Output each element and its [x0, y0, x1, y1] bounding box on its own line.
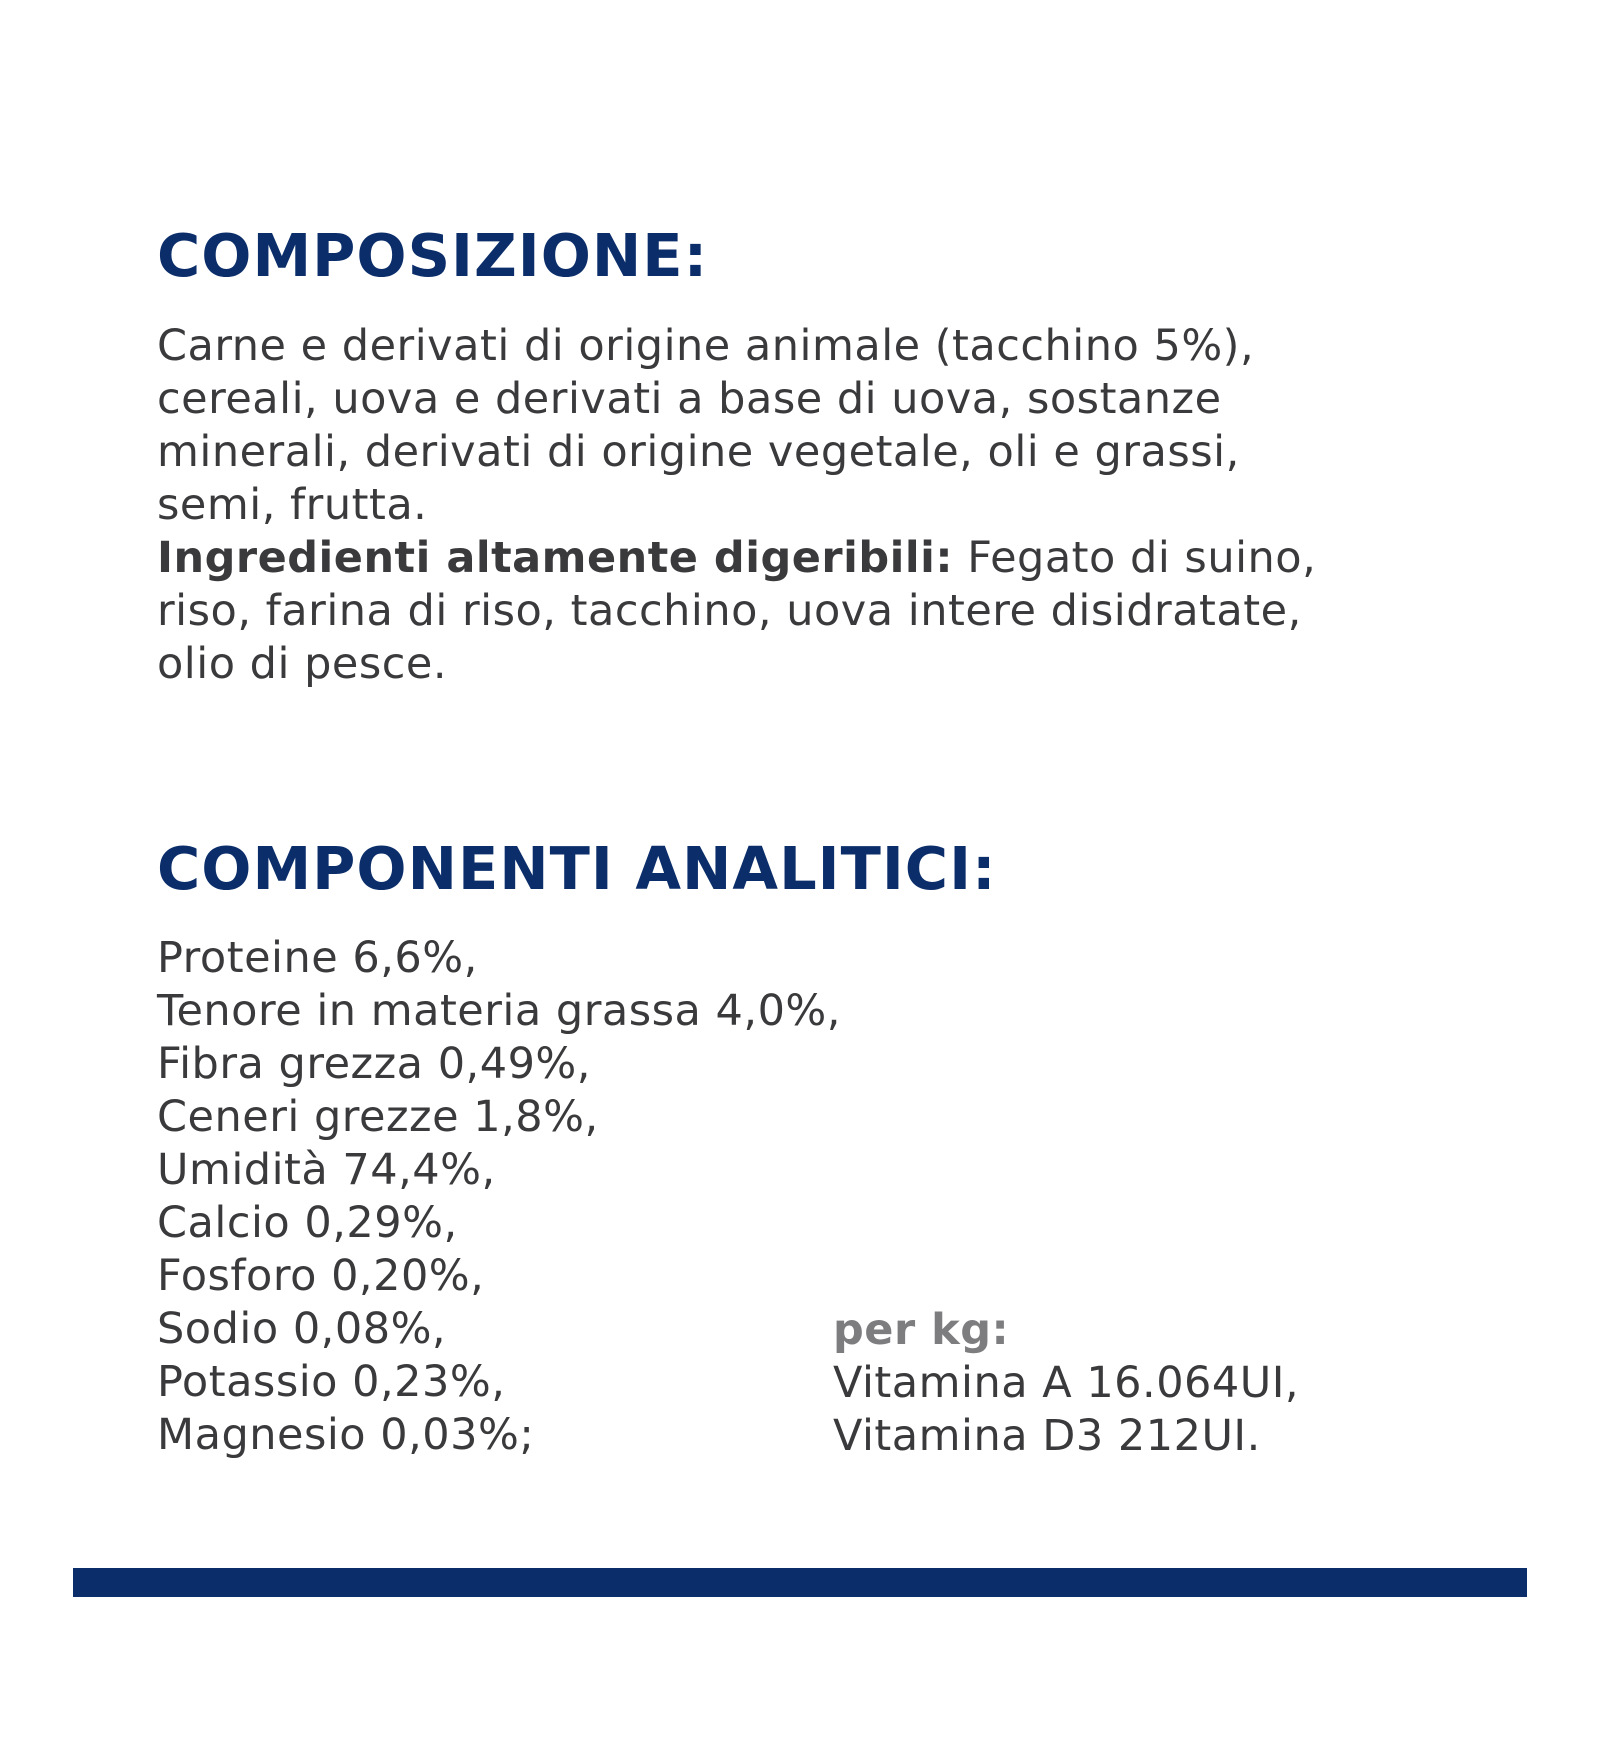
analytic-components-list — [157, 932, 841, 1462]
analytic-component-item: Calcio 0,29%, — [157, 1198, 458, 1248]
analytic-component-item: Umidità 74,4%, — [157, 1145, 496, 1195]
composition-line: semi, frutta. — [157, 480, 428, 530]
componenti-analitici-heading: COMPONENTI ANALITICI: — [157, 834, 997, 903]
digestible-ingredients-label: Ingredienti altamente digeribili: — [157, 533, 954, 583]
composition-line: minerali, derivati di origine vegetale, oli e grassi, — [157, 427, 1240, 477]
composition-text — [157, 320, 1316, 691]
vitamin-item: Vitamina A 16.064UI, — [833, 1358, 1300, 1408]
analytic-component-item: Potassio 0,23%, — [157, 1357, 506, 1407]
composizione-heading: COMPOSIZIONE: — [157, 221, 709, 290]
bottom-divider-bar — [73, 1568, 1527, 1597]
digestible-ingredients-text: Fegato di suino, — [953, 533, 1317, 583]
per-kg-label: per kg: — [833, 1305, 1010, 1355]
analytic-component-item: Fosforo 0,20%, — [157, 1251, 485, 1301]
digestible-ingredients-line: riso, farina di riso, tacchino, uova intere disidratate, — [157, 586, 1302, 636]
vitamins-per-kg — [833, 1304, 1299, 1463]
analytic-component-item: Magnesio 0,03%; — [157, 1410, 535, 1460]
digestible-ingredients-line: olio di pesce. — [157, 639, 448, 689]
analytic-component-item: Proteine 6,6%, — [157, 933, 478, 983]
analytic-component-item: Sodio 0,08%, — [157, 1304, 447, 1354]
analytic-component-item: Ceneri grezze 1,8%, — [157, 1092, 599, 1142]
composition-line: Carne e derivati di origine animale (tacchino 5%), — [157, 321, 1255, 371]
digestible-ingredients-line — [157, 532, 1316, 585]
vitamin-item: Vitamina D3 212UI. — [833, 1411, 1261, 1461]
analytic-component-item: Fibra grezza 0,49%, — [157, 1039, 591, 1089]
analytic-component-item: Tenore in materia grassa 4,0%, — [157, 986, 841, 1036]
composition-line: cereali, uova e derivati a base di uova, sostanze — [157, 374, 1222, 424]
